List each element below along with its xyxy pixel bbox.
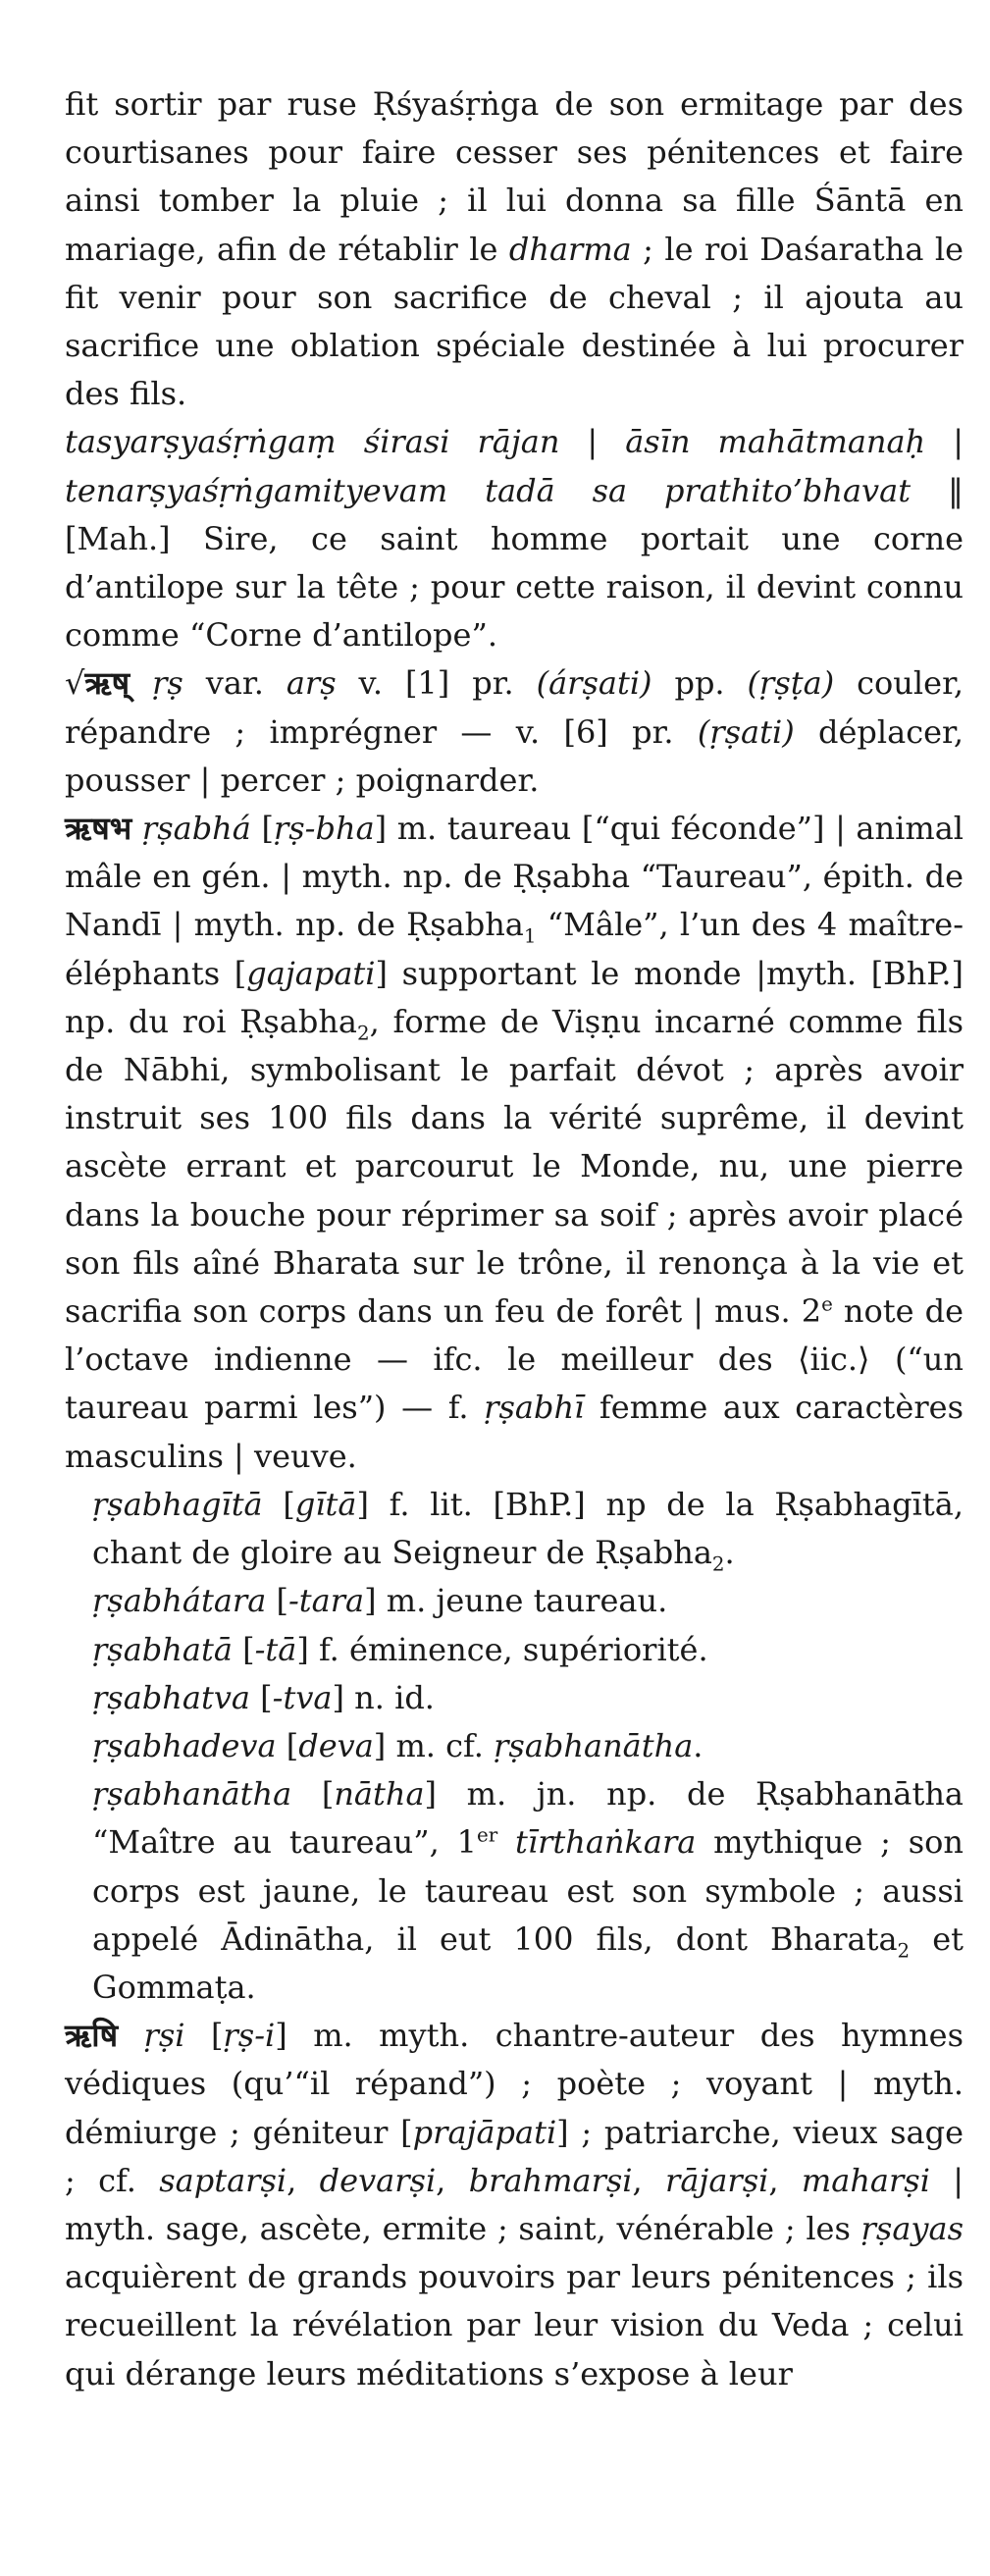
entry-continuation: fit sortir par ruse Ṛśyaśṛṅga de son ermitage par des courtisanes pour faire cesser ses pénitences et faire ainsi tomber la pluie ; il lui donna sa fille Śāntā en mariage, afin de rétablir le dharma ; le roi Daśaratha le fit venir pour son sacrifice de cheval ; il ajouta au sacrifice une oblation spéciale destinée à lui procurer des fils. tasyarṣyaśṛṅgaṃ śirasi rājan | āsīn mahātmanaḥ | tenarṣyaśṛṅgamityevam tadā sa prathito’bhavat ‖ [Mah.] Sire, ce saint homme portait une corne d’antilope sur la tête ; pour cette raison, il devint connu comme “Corne d’antilope”. [65, 85, 964, 655]
subentry-rsabhanatha: ṛṣabhanātha [nātha] m. jn. np. de Ṛṣabhanātha “Maître au taureau”, 1er tīrthaṅkara mythique ; son corps est jaune, le taureau est son symbole ; aussi appelé Ādinātha, il eut 100 fils, dont Bharata$_2$ et Gommaṭa. [92, 1775, 964, 2006]
subentry-rsabhagita: ṛṣabhagītā [gītā] f. lit. [BhP.] np de la Ṛṣabhagītā, chant de gloire au Seigneur de Ṛṣabha$_2$. [92, 1485, 964, 1576]
entry-rs-root: √ऋष् ṛṣ var. arṣ v. [1] pr. (árṣati) pp. (ṛṣṭa) couler, répandre ; imprégner — v. [6] pr. (ṛṣati) déplacer, pousser | percer ; poignarder. [65, 664, 964, 799]
subentry-rsabhadeva: ṛṣabhadeva [deva] m. cf. ṛṣabhanātha. [92, 1726, 703, 1764]
entry-rsabha: ऋषभ ṛṣabhá [ṛṣ-bha] m. taureau [“qui féconde”] | animal mâle en gén. | myth. np. de Ṛṣabha “Taureau”, épith. de Nandī | myth. np. de Ṛṣabha$_1$ “Mâle”, l’un des 4 maître-éléphants [gajapati] supportant le monde |myth. [BhP.] np. du roi Ṛṣabha$_2$, forme de Viṣṇu incarné comme fils de Nābhi, symbolisant le parfait dévot ; après avoir instruit ses 100 fils dans la vérité suprême, il devint ascète errant et parcourut le Monde, nu, une pierre dans la bouche pour réprimer sa soif ; après avoir placé son fils aîné Bharata sur le trône, il renonça à la vie et sacrifia son corps dans un feu de forêt | mus. 2e note de l’octave indienne — ifc. le meilleur des ⟨iic.⟩ (“un taureau parmi les”) — f. ṛṣabhī femme aux caractères masculins | veuve. [65, 810, 964, 1475]
subentry-rsabhatva: ṛṣabhatva [-tva] n. id. [92, 1678, 435, 1716]
entry-rsi: ऋषि ṛṣi [ṛṣ-i] m. myth. chantre-auteur des hymnes védiques (qu’“il répand”) ; poète ; voyant | myth. démiurge ; géniteur [prajāpati] ; patriarche, vieux sage ; cf. saptarṣi, devarṣi, brahmarṣi, rājarṣi, maharṣi | myth. sage, ascète, ermite ; saint, vénérable ; les ṛṣayas acquièrent de grands pouvoirs par leurs pénitences ; ils recueillent la révélation par leur vision du Veda ; celui qui dérange leurs méditations s’expose à leur [65, 2017, 964, 2392]
subentry-rsabhata: ṛṣabhatā [-tā] f. éminence, supériorité. [92, 1630, 708, 1668]
subentry-rsabhatara: ṛṣabhátara [-tara] m. jeune taureau. [92, 1582, 668, 1620]
